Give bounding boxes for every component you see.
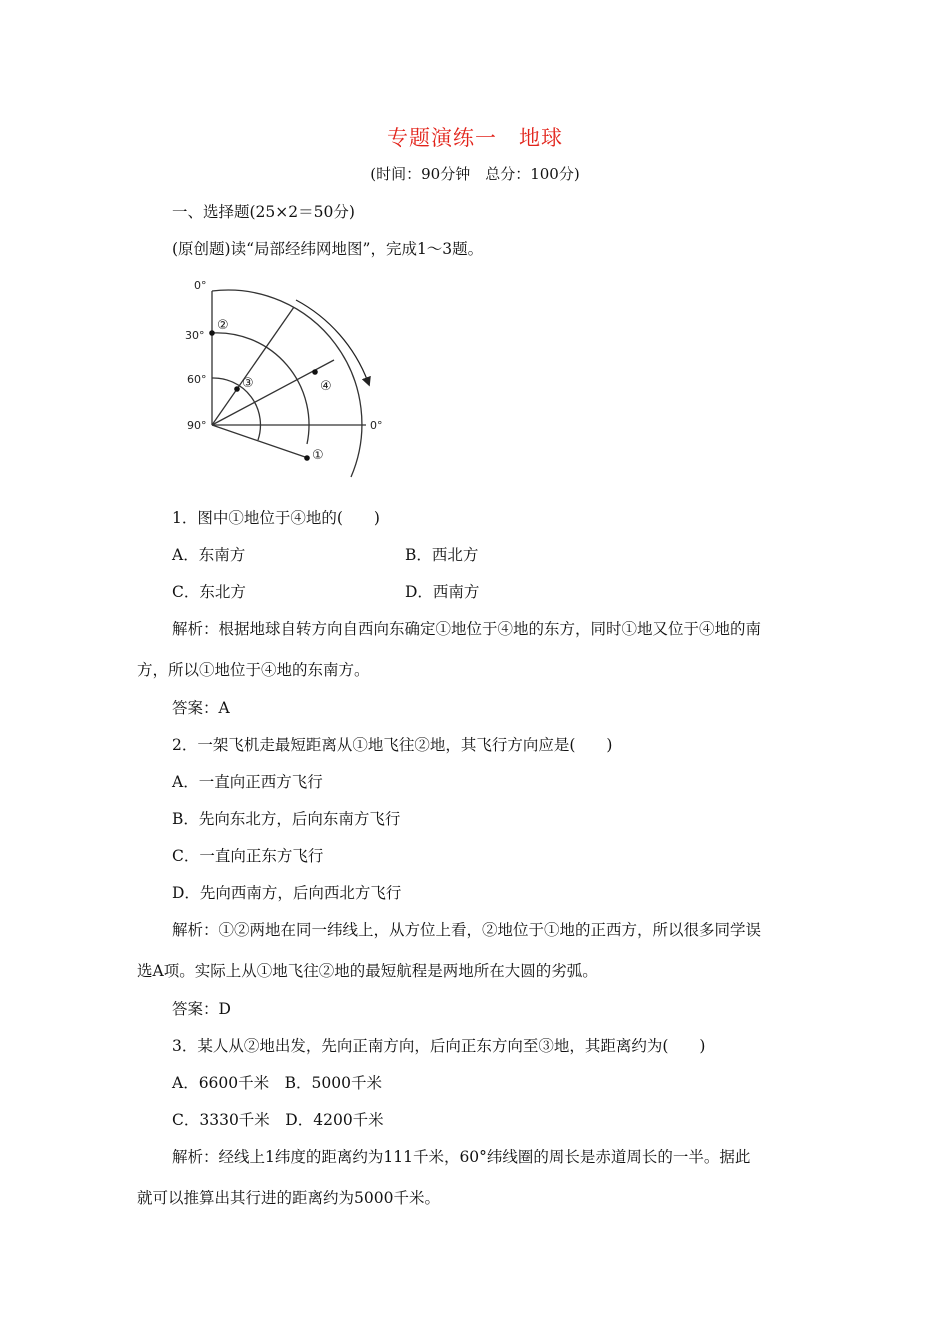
point-2-label: ②	[217, 318, 229, 333]
q3-stem: 3．某人从②地出发，先向正南方向，后向正东方向至③地，其距离约为( )	[172, 1037, 706, 1055]
q1-analysis-line-1: 解析：根据地球自转方向自西向东确定①地位于④地的东方，同时①地又位于④地的南	[172, 620, 762, 638]
q3-analysis-line-2: 就可以推算出其行进的距离约为5000千米。	[137, 1189, 440, 1207]
q2-answer: 答案：D	[172, 1000, 231, 1018]
q3-options-ab: A．6600千米 B．5000千米	[172, 1074, 382, 1092]
q1-option-b: B．西北方	[405, 546, 479, 564]
lat-label-0: 0°	[194, 279, 207, 292]
q2-stem: 2．一架飞机走最短距离从①地飞往②地，其飞行方向应是( )	[172, 736, 613, 754]
point-2-dot	[209, 330, 215, 336]
point-3-dot	[234, 386, 240, 392]
lat-label-90: 90°	[187, 419, 207, 432]
intro-text: (原创题)读“局部经纬网地图”，完成1～3题。	[172, 240, 484, 258]
point-1-dot	[304, 455, 310, 461]
q2-option-b: B．先向东北方，后向东南方飞行	[172, 810, 401, 828]
q2-option-c: C．一直向正东方飞行	[172, 847, 324, 865]
q1-option-c: C．东北方	[172, 583, 246, 601]
section-heading: 一、选择题(25×2＝50分)	[172, 203, 355, 221]
q1-answer: 答案：A	[172, 699, 230, 717]
q1-option-d: D．西南方	[405, 583, 480, 601]
page-title: 专题演练一 地球	[387, 126, 563, 150]
q2-option-d: D．先向西南方，后向西北方飞行	[172, 884, 402, 902]
q1-option-a: A．东南方	[172, 546, 246, 564]
graticule-map	[176, 272, 398, 494]
q2-analysis-line-2: 选A项。实际上从①地飞往②地的最短航程是两地所在大圆的劣弧。	[137, 962, 598, 980]
point-4-dot	[312, 369, 318, 375]
q1-stem: 1．图中①地位于④地的( )	[172, 509, 380, 527]
page-subtitle: (时间：90分钟 总分：100分)	[370, 165, 580, 183]
point-4-label: ④	[320, 379, 332, 394]
lat-label-30: 30°	[185, 329, 205, 342]
point-1-label: ①	[312, 448, 324, 463]
point-3-label: ③	[242, 376, 254, 391]
q1-analysis-line-2: 方，所以①地位于④地的东南方。	[137, 661, 370, 679]
q3-options-cd: C．3330千米 D．4200千米	[172, 1111, 384, 1129]
lat-label-60: 60°	[187, 373, 207, 386]
rotation-arrow	[296, 300, 368, 382]
q2-analysis-line-1: 解析：①②两地在同一纬线上，从方位上看，②地位于①地的正西方，所以很多同学误	[172, 921, 762, 939]
graticule-map-svg	[176, 272, 398, 494]
lon-label-0: 0°	[370, 419, 383, 432]
q3-analysis-line-1: 解析：经线上1纬度的距离约为111千米，60°纬线圈的周长是赤道周长的一半。据此	[172, 1148, 751, 1166]
q2-option-a: A．一直向正西方飞行	[172, 773, 323, 791]
